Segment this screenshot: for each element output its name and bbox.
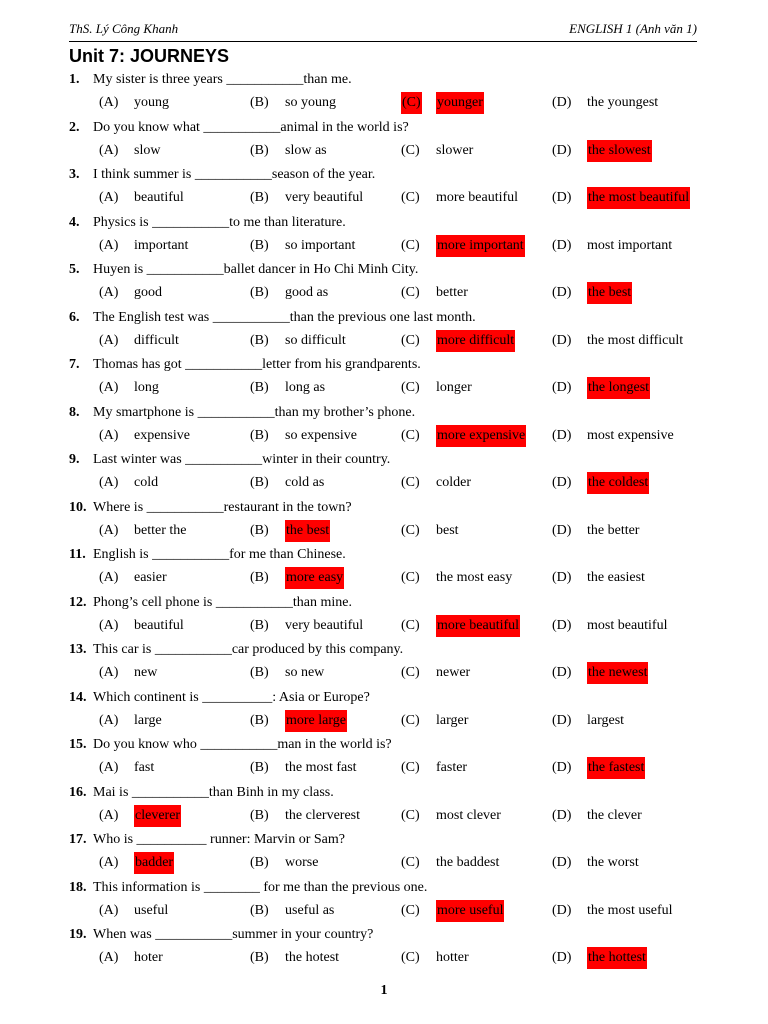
option-text: the most fast — [285, 760, 357, 775]
option-text: important — [134, 237, 189, 253]
option-letter: (A) — [99, 617, 119, 633]
option-text: more large — [285, 710, 347, 732]
option-letter: (A) — [99, 902, 119, 918]
option-text: so important — [285, 237, 356, 253]
option-letter: (C) — [401, 760, 420, 775]
option-letter: (D) — [552, 902, 572, 918]
question-item — [69, 640, 709, 688]
option-text: very beautiful — [285, 617, 364, 633]
option-text: long as — [285, 380, 326, 395]
option-text: the newest — [587, 662, 648, 684]
question-stem — [69, 593, 709, 615]
option-text: the most difficult — [587, 332, 684, 348]
answer-options — [69, 805, 709, 829]
page-number: 1 — [380, 983, 388, 998]
option-letter: (B) — [250, 190, 269, 205]
option-letter: (D) — [552, 285, 572, 300]
option-letter: (B) — [250, 760, 269, 775]
option-letter: (A) — [99, 142, 119, 158]
answer-options — [69, 710, 709, 734]
question-stem — [69, 735, 709, 757]
option-letter: (B) — [250, 522, 269, 538]
question-list — [69, 70, 709, 973]
option-text: new — [134, 665, 158, 680]
question-number: 2. — [69, 119, 80, 135]
option-letter: (C) — [401, 902, 420, 918]
option-letter: (B) — [250, 237, 269, 253]
option-letter: (B) — [250, 617, 269, 633]
question-number: 9. — [69, 452, 80, 467]
question-number: 19. — [69, 927, 87, 942]
question-stem — [69, 830, 709, 852]
option-text: more important — [436, 235, 525, 257]
question-text: The English test was ___________than the previous one last month. — [93, 309, 476, 325]
option-letter: (D) — [552, 570, 572, 585]
option-letter: (A) — [99, 807, 119, 823]
option-letter: (A) — [99, 285, 119, 300]
option-text: so expensive — [285, 427, 357, 443]
answer-options — [69, 140, 709, 164]
question-stem — [69, 260, 709, 282]
option-letter: (A) — [99, 427, 119, 443]
answer-options — [69, 282, 709, 306]
option-text: difficult — [134, 332, 179, 348]
answer-options — [69, 472, 709, 496]
option-letter: (A) — [99, 950, 119, 965]
option-text: the youngest — [587, 95, 659, 110]
option-letter: (D) — [552, 190, 572, 205]
option-text: the clerverest — [285, 807, 361, 823]
option-text: the most easy — [436, 570, 513, 585]
answer-options — [69, 520, 709, 544]
answer-options — [69, 187, 709, 211]
question-item — [69, 118, 709, 166]
option-text: cold as — [285, 475, 325, 490]
option-letter: (C) — [401, 950, 420, 965]
option-text: slow — [134, 142, 161, 158]
option-letter: (D) — [552, 427, 572, 443]
option-letter: (C) — [401, 855, 420, 870]
option-letter: (B) — [250, 332, 269, 348]
question-text: English is ___________for me than Chinese. — [93, 547, 346, 562]
option-letter: (A) — [99, 332, 119, 348]
question-item — [69, 260, 709, 308]
option-text: newer — [436, 665, 471, 680]
option-letter: (B) — [250, 95, 269, 110]
option-letter: (D) — [552, 855, 572, 870]
option-text: badder — [134, 852, 174, 874]
question-text: Thomas has got ___________letter from his grandparents. — [93, 357, 421, 372]
answer-options — [69, 662, 709, 686]
option-text: more beautiful — [436, 615, 520, 637]
option-text: colder — [436, 475, 471, 490]
option-text: so new — [285, 665, 325, 680]
answer-options — [69, 615, 709, 639]
page-header — [69, 21, 697, 42]
question-item — [69, 783, 709, 831]
option-text: faster — [436, 760, 468, 775]
unit-title: Unit 7: JOURNEYS — [69, 46, 230, 66]
option-letter: (C) — [401, 617, 420, 633]
option-text: more useful — [436, 900, 504, 922]
question-stem — [69, 545, 709, 567]
option-text: the longest — [587, 377, 650, 399]
question-number: 11. — [69, 547, 86, 562]
course-name: ENGLISH 1 (Anh văn 1) — [569, 21, 697, 36]
question-number: 5. — [69, 262, 80, 277]
option-letter: (B) — [250, 855, 269, 870]
option-text: beautiful — [134, 190, 184, 205]
option-letter: (D) — [552, 950, 572, 965]
question-text: Where is ___________restaurant in the town? — [93, 499, 352, 515]
option-letter: (D) — [552, 475, 572, 490]
option-text: easier — [134, 570, 167, 585]
question-number: 16. — [69, 784, 87, 800]
option-text: more beautiful — [436, 190, 519, 205]
question-item — [69, 735, 709, 783]
option-letter: (B) — [250, 570, 269, 585]
answer-options — [69, 330, 709, 354]
option-letter: (C) — [401, 570, 420, 585]
question-item — [69, 165, 709, 213]
option-letter: (D) — [552, 522, 572, 538]
question-text: Do you know who ___________man in the world is? — [93, 737, 392, 752]
question-stem — [69, 688, 709, 710]
question-item — [69, 403, 709, 451]
option-text: the easiest — [587, 570, 645, 585]
option-text: more difficult — [436, 330, 515, 352]
option-letter: (C) — [401, 92, 422, 114]
question-number: 1. — [69, 72, 80, 87]
option-text: the better — [587, 522, 640, 538]
question-text: Phong’s cell phone is ___________than mine. — [93, 594, 352, 610]
option-letter: (C) — [401, 190, 420, 205]
question-text: Huyen is ___________ballet dancer in Ho Chi Minh City. — [93, 262, 419, 277]
option-letter: (C) — [401, 522, 420, 538]
question-item — [69, 545, 709, 593]
option-text: more easy — [285, 567, 344, 589]
option-letter: (A) — [99, 190, 119, 205]
option-letter: (D) — [552, 95, 572, 110]
question-item — [69, 830, 709, 878]
option-text: the worst — [587, 855, 639, 870]
option-letter: (C) — [401, 142, 420, 158]
question-number: 7. — [69, 357, 80, 372]
question-text: My sister is three years ___________than me. — [93, 72, 352, 87]
question-number: 6. — [69, 309, 80, 325]
question-number: 4. — [69, 214, 80, 230]
question-stem — [69, 355, 709, 377]
question-stem — [69, 783, 709, 805]
option-text: hotter — [436, 950, 469, 965]
option-letter: (A) — [99, 522, 119, 538]
answer-options — [69, 900, 709, 924]
option-text: hoter — [134, 950, 163, 965]
question-text: Physics is ___________to me than literature. — [93, 214, 346, 230]
author-name: ThS. Lý Công Khanh — [69, 21, 179, 36]
option-text: so difficult — [285, 332, 346, 348]
option-text: cold — [134, 475, 159, 490]
option-letter: (A) — [99, 380, 119, 395]
question-stem — [69, 403, 709, 425]
question-item — [69, 355, 709, 403]
option-text: larger — [436, 712, 469, 728]
answer-options — [69, 947, 709, 971]
option-text: the coldest — [587, 472, 649, 494]
option-text: the hottest — [587, 947, 647, 969]
option-letter: (A) — [99, 665, 119, 680]
option-letter: (C) — [401, 807, 420, 823]
question-stem — [69, 213, 709, 235]
option-text: the baddest — [436, 855, 500, 870]
option-letter: (A) — [99, 475, 119, 490]
option-text: worse — [285, 855, 319, 870]
question-text: I think summer is ___________season of the year. — [93, 167, 376, 182]
question-text: This car is ___________car produced by this company. — [93, 642, 404, 657]
question-stem — [69, 878, 709, 900]
option-text: useful as — [285, 902, 335, 918]
question-item — [69, 308, 709, 356]
option-letter: (D) — [552, 665, 572, 680]
question-text: Which continent is __________: Asia or Europe? — [93, 689, 370, 705]
option-text: the most beautiful — [587, 187, 690, 209]
answer-options — [69, 235, 709, 259]
answer-options — [69, 757, 709, 781]
option-letter: (A) — [99, 855, 119, 870]
option-text: large — [134, 712, 162, 728]
option-text: best — [436, 522, 459, 538]
option-text: better the — [134, 522, 187, 538]
option-text: most clever — [436, 807, 501, 823]
question-number: 8. — [69, 404, 80, 420]
option-text: useful — [134, 902, 169, 918]
option-letter: (D) — [552, 760, 572, 775]
option-text: long — [134, 380, 159, 395]
question-text: This information is ________ for me than the previous one. — [93, 879, 428, 895]
option-text: the hotest — [285, 950, 340, 965]
option-text: slower — [436, 142, 474, 158]
option-letter: (B) — [250, 285, 269, 300]
answer-options — [69, 567, 709, 591]
option-text: most important — [587, 237, 673, 253]
question-item — [69, 878, 709, 926]
question-number: 12. — [69, 594, 87, 610]
option-text: longer — [436, 380, 472, 395]
question-item — [69, 688, 709, 736]
option-letter: (C) — [401, 475, 420, 490]
option-text: the slowest — [587, 140, 652, 162]
question-number: 14. — [69, 689, 87, 705]
question-stem — [69, 640, 709, 662]
option-text: most expensive — [587, 427, 674, 443]
option-letter: (B) — [250, 807, 269, 823]
question-number: 15. — [69, 737, 87, 752]
option-letter: (A) — [99, 95, 119, 110]
question-item — [69, 70, 709, 118]
question-number: 10. — [69, 499, 87, 515]
question-stem — [69, 165, 709, 187]
option-text: so young — [285, 95, 336, 110]
question-text: My smartphone is ___________than my brother’s phone. — [93, 404, 416, 420]
question-stem — [69, 925, 709, 947]
option-letter: (B) — [250, 665, 269, 680]
question-item — [69, 925, 709, 973]
answer-options — [69, 377, 709, 401]
option-letter: (A) — [99, 237, 119, 253]
question-text: Who is __________ runner: Marvin or Sam? — [93, 832, 345, 847]
option-letter: (C) — [401, 665, 420, 680]
answer-options — [69, 425, 709, 449]
option-text: more expensive — [436, 425, 526, 447]
option-text: most beautiful — [587, 617, 668, 633]
option-letter: (D) — [552, 237, 572, 253]
question-text: Do you know what ___________animal in the world is? — [93, 119, 409, 135]
option-letter: (A) — [99, 712, 119, 728]
option-text: the best — [285, 520, 330, 542]
option-letter: (A) — [99, 570, 119, 585]
option-text: young — [134, 95, 169, 110]
question-text: Last winter was ___________winter in their country. — [93, 452, 391, 467]
question-item — [69, 450, 709, 498]
option-text: beautiful — [134, 617, 184, 633]
option-text: the fastest — [587, 757, 645, 779]
option-letter: (C) — [401, 237, 420, 253]
question-item — [69, 498, 709, 546]
option-letter: (B) — [250, 712, 269, 728]
option-text: better — [436, 285, 468, 300]
option-letter: (D) — [552, 380, 572, 395]
question-stem — [69, 450, 709, 472]
option-letter: (C) — [401, 712, 420, 728]
question-number: 17. — [69, 832, 87, 847]
option-text: good as — [285, 285, 329, 300]
option-letter: (B) — [250, 380, 269, 395]
option-letter: (B) — [250, 950, 269, 965]
answer-options — [69, 92, 709, 116]
option-letter: (C) — [401, 285, 420, 300]
option-letter: (D) — [552, 142, 572, 158]
option-letter: (B) — [250, 427, 269, 443]
question-stem — [69, 498, 709, 520]
question-number: 18. — [69, 879, 87, 895]
question-item — [69, 593, 709, 641]
option-text: younger — [436, 92, 484, 114]
option-text: the clever — [587, 807, 642, 823]
option-text: cleverer — [134, 805, 181, 827]
option-text: largest — [587, 712, 625, 728]
option-letter: (D) — [552, 712, 572, 728]
option-text: very beautiful — [285, 190, 364, 205]
question-number: 13. — [69, 642, 87, 657]
option-letter: (B) — [250, 902, 269, 918]
option-text: fast — [134, 760, 155, 775]
option-letter: (B) — [250, 142, 269, 158]
option-text: the best — [587, 282, 632, 304]
option-letter: (B) — [250, 475, 269, 490]
question-number: 3. — [69, 167, 80, 182]
option-letter: (D) — [552, 617, 572, 633]
option-letter: (C) — [401, 332, 420, 348]
option-letter: (C) — [401, 380, 420, 395]
option-letter: (D) — [552, 807, 572, 823]
question-stem — [69, 308, 709, 330]
question-stem — [69, 70, 709, 92]
question-text: Mai is ___________than Binh in my class. — [93, 784, 334, 800]
option-letter: (C) — [401, 427, 420, 443]
option-text: expensive — [134, 427, 190, 443]
option-text: slow as — [285, 142, 327, 158]
option-text: good — [134, 285, 162, 300]
question-item — [69, 213, 709, 261]
question-text: When was ___________summer in your country? — [93, 927, 374, 942]
option-letter: (D) — [552, 332, 572, 348]
question-stem — [69, 118, 709, 140]
answer-options — [69, 852, 709, 876]
option-text: the most useful — [587, 902, 673, 918]
option-letter: (A) — [99, 760, 119, 775]
